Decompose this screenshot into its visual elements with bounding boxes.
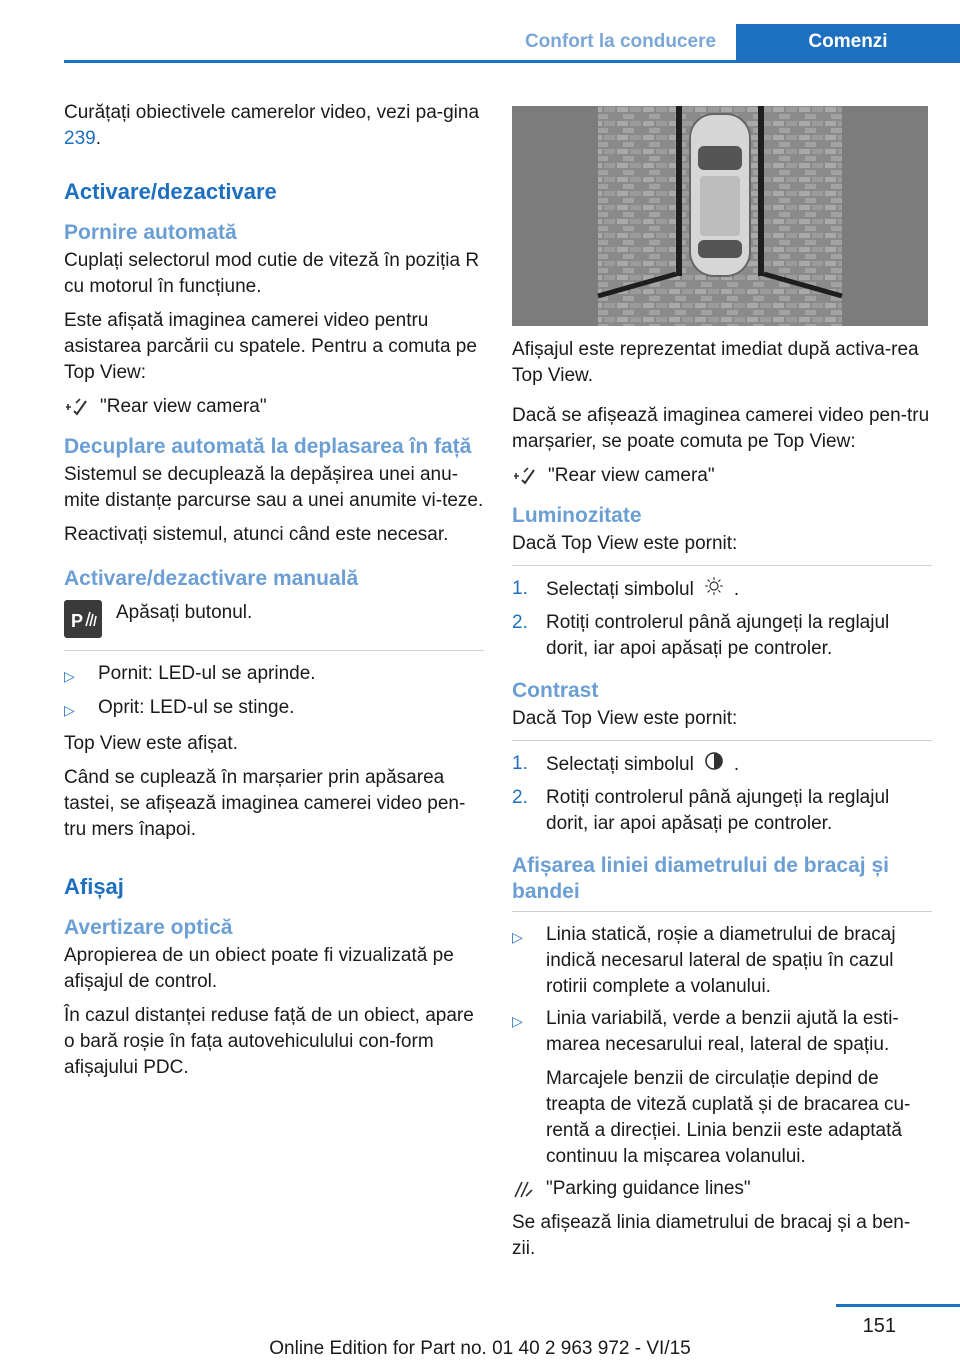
bullet-icon: ▷: [512, 929, 523, 945]
menu-line-parking-lines: [512, 1176, 932, 1202]
header-rule: [64, 60, 960, 63]
list-item: 1. Selectați simbolul .: [512, 576, 932, 604]
led-list: [64, 661, 484, 723]
list-item: 1. Selectați simbolul .: [512, 751, 932, 779]
bullet-icon: ▷: [64, 702, 75, 718]
list-item: 2. Rotiți controlerul până ajungeți la reglajul dorit, iar apoi apăsați pe controler.: [512, 787, 890, 834]
topview-shown-paragraph: Top View este afișat.: [64, 733, 238, 754]
heading-optical: Avertizare optică: [64, 916, 233, 939]
camera-menu-icon: [512, 466, 536, 486]
heading-manual: Activare/dezactivare manuală: [64, 567, 359, 590]
bullet-icon: ▷: [64, 668, 75, 684]
svg-text:P: P: [71, 611, 84, 631]
divider: [512, 565, 932, 566]
menu-line-rear-camera: [64, 394, 484, 420]
menu-line-rear-camera-2: [512, 463, 932, 489]
header-tab-section: Confort la conducere: [524, 31, 717, 52]
optical-paragraph-1: Apropierea de un obiect poate fi vizualizată pe afișajul de control.: [64, 945, 454, 992]
heading-auto-off: Decuplare automată la deplasarea în față: [64, 435, 472, 458]
contrast-steps: [512, 751, 932, 837]
menu-parking-lines-label: "Parking guidance lines": [546, 1178, 751, 1199]
brightness-icon: [704, 576, 724, 604]
lines-shown-paragraph: Se afișează linia diametrului de bracaj și a ben-zii.: [512, 1212, 911, 1259]
lane-marks-paragraph: Marcajele benzii de circulație depind de treapta de viteză cuplată și de bracarea cu-rentă a direcției. Linia benzii este adaptată continuu la mișcarea volanului.: [546, 1068, 911, 1167]
page-link[interactable]: 239: [64, 128, 96, 149]
footer-edition: Online Edition for Part no. 01 40 2 963 972 - VI/15: [269, 1338, 691, 1359]
auto-on-paragraph-1: Cuplați selectorul mod cutie de viteză în poziția R cu motorul în funcțiune.: [64, 250, 480, 297]
clean-paragraph: Curățați obiectivele camerelor video, vezi pa-gina 239.: [64, 102, 480, 149]
if-on-paragraph-2: Dacă Top View este pornit:: [512, 708, 738, 729]
switch-paragraph: Dacă se afișează imaginea camerei video pen-tru marșarier, se poate comuta pe Top View:: [512, 405, 930, 452]
contrast-icon: [704, 751, 724, 779]
lines-list: [512, 922, 932, 1058]
list-item: ▷ Linia variabilă, verde a benzii ajută la esti-marea necesarului real, lateral de spațiu.: [512, 1006, 932, 1058]
menu-rear-camera-label: "Rear view camera": [548, 465, 715, 486]
heading-activation: Activare/dezactivare: [64, 179, 277, 204]
heading-display: Afișaj: [64, 874, 124, 899]
heading-brightness: Luminozitate: [512, 504, 642, 527]
display-shown-paragraph: Afișajul este reprezentat imediat după activa-rea Top View.: [512, 339, 919, 386]
press-button-text: Apăsați butonul.: [116, 602, 253, 623]
camera-menu-icon: [64, 397, 88, 417]
press-button-row: [64, 600, 484, 638]
park-assist-button-icon: [64, 600, 102, 638]
reverse-paragraph: Când se cuplează în marșarier prin apăsarea tastei, se afișează imaginea camerei video pen-tru mers înapoi.: [64, 767, 466, 840]
auto-on-paragraph-2: Este afișată imaginea camerei video pentru asistarea parcării cu spatele. Pentru a comuta pe Top View:: [64, 310, 477, 383]
auto-off-paragraph-2: Reactivați sistemul, atunci când este necesar.: [64, 524, 449, 545]
parking-lines-icon: [512, 1179, 534, 1199]
bullet-icon: ▷: [512, 1013, 523, 1029]
left-column: [64, 100, 484, 1089]
divider: [512, 740, 932, 741]
list-item: 2. Rotiți controlerul până ajungeți la reglajul dorit, iar apoi apăsați pe controler.: [512, 612, 890, 659]
top-view-image: [512, 106, 928, 326]
heading-lines: Afișarea liniei diametrului de bracaj și bandei: [512, 854, 889, 903]
if-on-paragraph: Dacă Top View este pornit:: [512, 533, 738, 554]
auto-off-paragraph-1: Sistemul se decuplează la depășirea unei anu-mite distanțe parcurse sau a unei anumite vi-teze.: [64, 464, 484, 511]
list-item: ▷ Pornit: LED-ul se aprinde.: [64, 661, 484, 689]
divider: [512, 911, 932, 912]
optical-paragraph-2: În cazul distanței reduse față de un obiect, apare o bară roșie în fața autovehiculului con-form afișajului PDC.: [64, 1005, 474, 1078]
list-item: ▷ Linia statică, roșie a diametrului de bracaj indică necesarul lateral de spațiu în cazul rotirii complete a volanului.: [512, 922, 932, 1000]
heading-auto-on: Pornire automată: [64, 221, 237, 244]
list-item: ▷ Oprit: LED-ul se stinge.: [64, 695, 484, 723]
page-number: 151: [862, 1315, 896, 1337]
brightness-steps: [512, 576, 932, 662]
divider: [64, 650, 484, 651]
heading-contrast: Contrast: [512, 679, 599, 702]
menu-rear-camera-label: "Rear view camera": [100, 396, 267, 417]
right-column: [512, 331, 932, 1270]
footer-rule: [836, 1304, 960, 1307]
header-tab-active: Comenzi: [736, 24, 960, 60]
